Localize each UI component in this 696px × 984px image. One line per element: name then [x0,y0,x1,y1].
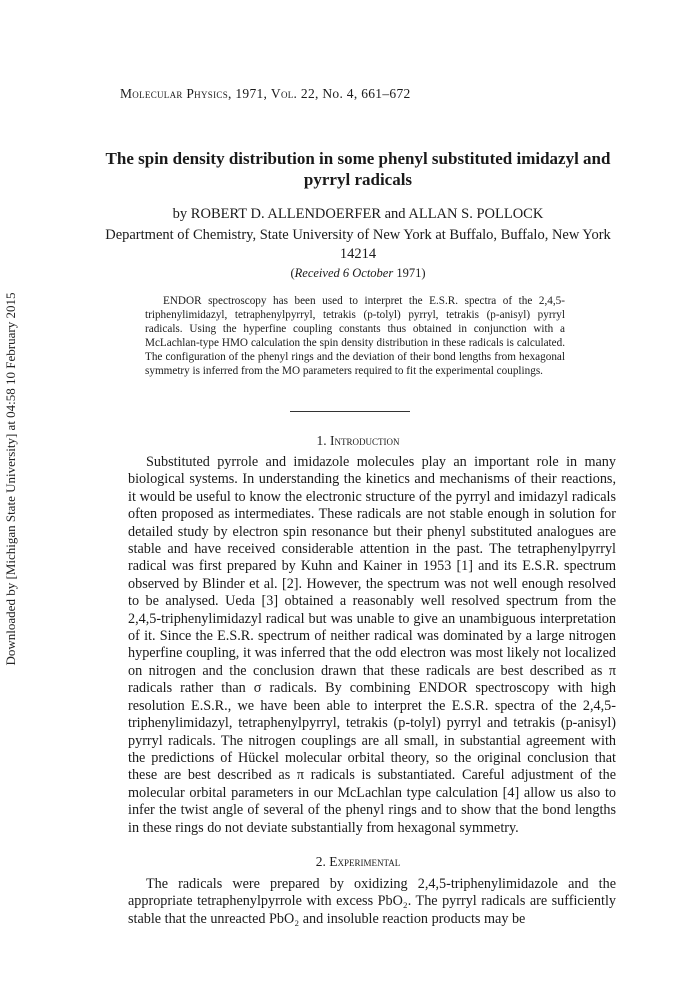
section1-number: 1. [316,433,330,448]
journal-citation [120,86,411,102]
section2-number: 2. [315,854,330,869]
experimental-paragraph: The radicals were prepared by oxidizing 2,4,5-triphenylimidazole and the appropriate tetraphenylpyrrole with excess PbO₂. The pyrryl radicals are sufficiently stable that the unreacted PbO₂ and insoluble reaction products may be [128,876,616,927]
section-heading-experimental [100,854,616,870]
received-year: 1971) [393,266,426,280]
received-open-paren: ( [290,266,295,280]
download-watermark: Downloaded by [Michigan State University] at 04:58 10 February 2015 [3,292,18,666]
divider-rule [290,411,410,412]
section1-title: Introduction [330,433,400,448]
received-label: Received 6 October [294,266,394,280]
author-affiliation: Department of Chemistry, State University of New York at Buffalo, Buffalo, New York 14214 [105,227,611,262]
abstract: ENDOR spectroscopy has been used to interpret the E.S.R. spectra of the 2,4,5-triphenylimidazyl, tetraphenylpyrryl, tetrakis (p-tolyl) pyrryl, tetrakis (p-anisyl) pyrryl radicals. Using the hyperfine coupling constants thus obtained in conjunction with a McLachlan-type HMO calculation the spin density distribution in these radicals is calculated. The configuration of the phenyl rings and the deviation of their bond lengths from hexagonal symmetry is inferred from the MO parameters required to fit the experimental couplings. [145,295,565,377]
section2-title: Experimental [329,854,401,869]
paper-title: The spin density distribution in some phenyl substituted imidazyl and pyrryl radicals [105,149,611,189]
journal-name: Molecular Physics [120,86,228,101]
journal-vol-label: Vol. [270,86,298,101]
journal-vol-info: 22, No. 4, 661–672 [297,86,411,101]
introduction-paragraph: Substituted pyrrole and imidazole molecules play an important role in many biological systems. In understanding the kinetics and mechanisms of their reactions, it would be useful to know the electronic structure of the pyrryl and imidazyl radicals often proposed as intermediates. These radicals are not stable enough in solution for detailed study by electron spin resonance but their phenyl substituted analogues are stable and have received considerable attention in the past. The tetraphenylpyrryl radical was first prepared by Kuhn and Kainer in 1953 [1] and its E.S.R. spectrum observed by Blinder et al. [2]. However, the spectrum was not well enough resolved to be analysed. Ueda [3] obtained a reasonably well resolved spectrum from the 2,4,5-triphenylimidazyl radical but was unable to give an unambiguous interpretation of it. Since the E.S.R. spectrum of neither radical was dominated by a large nitrogen hyperfine coupling, it was inferred that the odd electron was most likely not localized on nitrogen and the conclusion drawn that these radicals are best described as π radicals rather than σ radicals. By combining ENDOR spectroscopy with high resolution E.S.R., we have been able to interpret the E.S.R. spectra of the 2,4,5-triphenylimidazyl, tetraphenylpyrryl, tetrakis (p-tolyl) pyrryl and tetrakis (p-anisyl) pyrryl radicals. The nitrogen couplings are all small, in substantial agreement with the predictions of Hückel molecular orbital theory, so the original conclusion that these are best described as π radicals is substantiated. Careful adjustment of the molecular orbital parameters in our McLachlan type calculation [4] allow us also to infer the twist angle of several of the phenyl rings and to show that the bond lengths in these rings do not deviate substantially from hexagonal symmetry. [128,454,616,836]
received-date [100,266,616,281]
journal-year: , 1971, [228,86,271,101]
paper-authors: by ROBERT D. ALLENDOERFER and ALLAN S. POLLOCK [172,206,544,222]
section-heading-introduction [100,433,616,449]
